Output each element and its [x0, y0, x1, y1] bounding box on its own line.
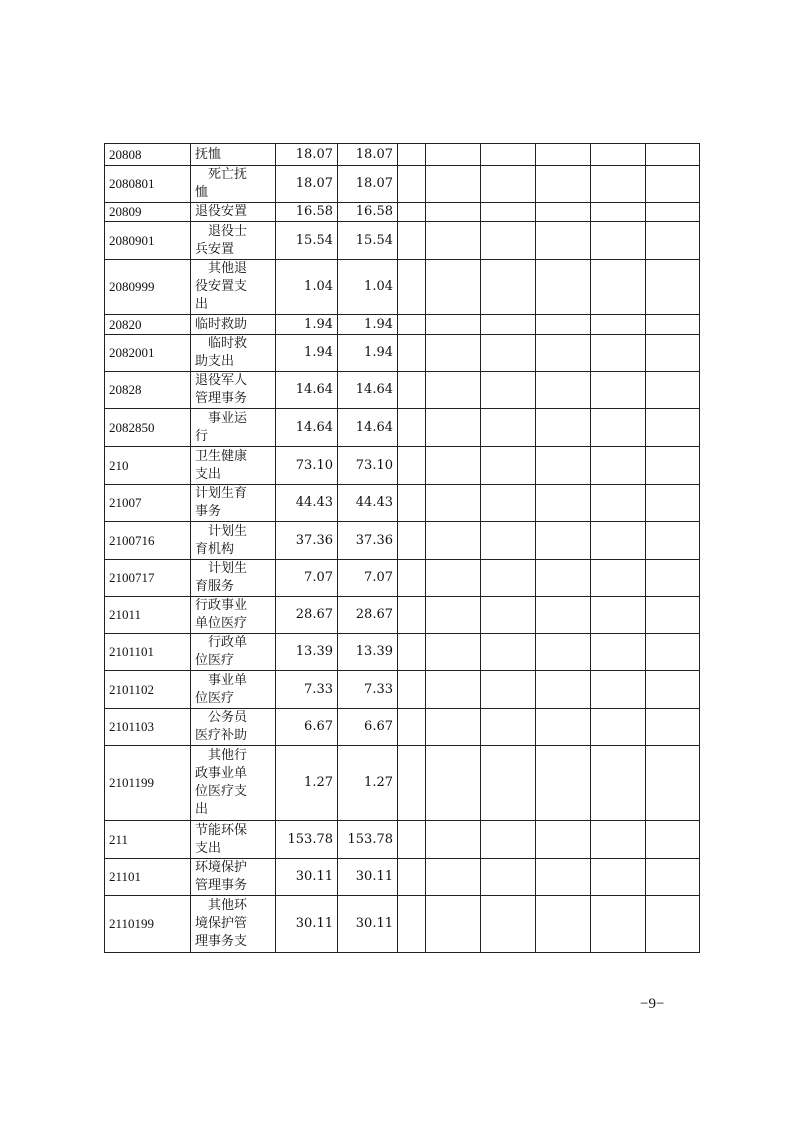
empty-cell — [481, 409, 536, 447]
empty-cell — [591, 522, 646, 560]
empty-cell — [481, 746, 536, 821]
empty-cell — [646, 409, 700, 447]
subject-code: 2080801 — [105, 166, 191, 203]
subject-name-line: 计划生 — [195, 523, 248, 539]
empty-cell — [591, 447, 646, 485]
subject-name-line: 事务 — [195, 504, 222, 519]
table-row — [105, 560, 700, 597]
empty-cell — [398, 821, 426, 859]
empty-cell — [591, 372, 646, 409]
empty-cell — [646, 522, 700, 560]
empty-cell — [398, 447, 426, 485]
empty-cell — [426, 203, 481, 222]
subject-name-line: 其他行 — [195, 748, 248, 763]
empty-cell — [536, 447, 591, 485]
subject-name — [191, 335, 276, 372]
empty-cell — [536, 485, 591, 522]
empty-cell — [481, 203, 536, 222]
basic-amount: 30.11 — [338, 896, 398, 953]
total-amount: 14.64 — [276, 372, 338, 409]
empty-cell — [481, 372, 536, 409]
empty-cell — [591, 709, 646, 746]
empty-cell — [398, 144, 426, 166]
basic-amount: 153.78 — [338, 821, 398, 859]
subject-name — [191, 372, 276, 409]
empty-cell — [646, 144, 700, 166]
subject-name — [191, 671, 276, 709]
subject-code: 210 — [105, 447, 191, 485]
table-row — [105, 166, 700, 203]
total-amount: 44.43 — [276, 485, 338, 522]
table-row — [105, 821, 700, 859]
subject-code: 2101101 — [105, 634, 191, 671]
empty-cell — [646, 372, 700, 409]
subject-code: 20808 — [105, 144, 191, 166]
empty-cell — [481, 315, 536, 335]
empty-cell — [481, 166, 536, 203]
empty-cell — [398, 485, 426, 522]
total-amount: 15.54 — [276, 222, 338, 260]
total-amount: 73.10 — [276, 447, 338, 485]
total-amount: 7.07 — [276, 560, 338, 597]
empty-cell — [536, 372, 591, 409]
subject-code: 2101199 — [105, 746, 191, 821]
total-amount: 1.94 — [276, 315, 338, 335]
total-amount: 13.39 — [276, 634, 338, 671]
subject-name — [191, 447, 276, 485]
basic-amount: 44.43 — [338, 485, 398, 522]
table-row — [105, 335, 700, 372]
table-row — [105, 634, 700, 671]
subject-name — [191, 896, 276, 953]
empty-cell — [426, 409, 481, 447]
subject-name-line: 医疗补助 — [195, 728, 248, 743]
empty-cell — [646, 560, 700, 597]
subject-name-line: 管理事务 — [195, 391, 248, 406]
basic-amount: 13.39 — [338, 634, 398, 671]
empty-cell — [536, 166, 591, 203]
empty-cell — [426, 485, 481, 522]
empty-cell — [481, 522, 536, 560]
empty-cell — [398, 203, 426, 222]
subject-code: 2110199 — [105, 896, 191, 953]
subject-name — [191, 709, 276, 746]
empty-cell — [591, 144, 646, 166]
empty-cell — [426, 144, 481, 166]
empty-cell — [646, 203, 700, 222]
subject-code: 20809 — [105, 203, 191, 222]
subject-name-line: 其他退 — [195, 261, 248, 276]
subject-name-line: 位医疗支 — [195, 784, 248, 799]
table-row — [105, 372, 700, 409]
total-amount: 1.94 — [276, 335, 338, 372]
empty-cell — [481, 560, 536, 597]
empty-cell — [426, 335, 481, 372]
total-amount: 30.11 — [276, 896, 338, 953]
empty-cell — [481, 485, 536, 522]
subject-name-line: 抚恤 — [195, 146, 222, 162]
subject-name-line: 政事业单 — [195, 766, 248, 781]
subject-code: 2100717 — [105, 560, 191, 597]
empty-cell — [398, 746, 426, 821]
empty-cell — [426, 222, 481, 260]
empty-cell — [536, 260, 591, 315]
subject-name-line: 单位医疗 — [195, 616, 248, 631]
empty-cell — [591, 634, 646, 671]
empty-cell — [591, 203, 646, 222]
empty-cell — [646, 335, 700, 372]
empty-cell — [536, 203, 591, 222]
subject-name-line: 理事务支 — [195, 934, 248, 949]
empty-cell — [481, 222, 536, 260]
empty-cell — [591, 560, 646, 597]
subject-code: 20820 — [105, 315, 191, 335]
empty-cell — [398, 166, 426, 203]
empty-cell — [591, 335, 646, 372]
empty-cell — [591, 746, 646, 821]
subject-name-line: 计划生育 — [195, 486, 248, 501]
budget-table — [104, 143, 700, 953]
basic-amount: 30.11 — [338, 859, 398, 896]
empty-cell — [536, 821, 591, 859]
empty-cell — [426, 315, 481, 335]
subject-name-line: 公务员 — [195, 710, 248, 725]
subject-name-line: 兵安置 — [195, 241, 235, 257]
empty-cell — [646, 222, 700, 260]
empty-cell — [646, 709, 700, 746]
total-amount: 7.33 — [276, 671, 338, 709]
subject-name-line: 节能环保 — [195, 822, 248, 838]
subject-name — [191, 203, 276, 222]
empty-cell — [646, 896, 700, 953]
empty-cell — [646, 821, 700, 859]
subject-code: 2101102 — [105, 671, 191, 709]
subject-name-line: 管理事务 — [195, 878, 248, 893]
subject-name — [191, 260, 276, 315]
empty-cell — [398, 372, 426, 409]
subject-name — [191, 560, 276, 597]
subject-name — [191, 522, 276, 560]
empty-cell — [426, 821, 481, 859]
empty-cell — [591, 671, 646, 709]
basic-amount: 14.64 — [338, 372, 398, 409]
empty-cell — [646, 597, 700, 634]
empty-cell — [591, 315, 646, 335]
basic-amount: 7.07 — [338, 560, 398, 597]
table-row — [105, 222, 700, 260]
subject-name-line: 事业单 — [195, 672, 248, 688]
subject-name — [191, 166, 276, 203]
empty-cell — [536, 634, 591, 671]
subject-name-line: 退役安置 — [195, 204, 248, 219]
table-row — [105, 597, 700, 634]
empty-cell — [591, 409, 646, 447]
total-amount: 14.64 — [276, 409, 338, 447]
basic-amount: 16.58 — [338, 203, 398, 222]
subject-name-line: 临时救 — [195, 336, 248, 351]
subject-name — [191, 634, 276, 671]
basic-amount: 7.33 — [338, 671, 398, 709]
empty-cell — [591, 222, 646, 260]
table-row — [105, 522, 700, 560]
subject-name-line: 临时救助 — [195, 316, 248, 332]
table-row — [105, 315, 700, 335]
table-row — [105, 409, 700, 447]
total-amount: 37.36 — [276, 522, 338, 560]
empty-cell — [481, 859, 536, 896]
table-row — [105, 144, 700, 166]
empty-cell — [536, 222, 591, 260]
empty-cell — [398, 335, 426, 372]
total-amount: 18.07 — [276, 144, 338, 166]
empty-cell — [426, 709, 481, 746]
empty-cell — [536, 597, 591, 634]
empty-cell — [426, 746, 481, 821]
basic-amount: 37.36 — [338, 522, 398, 560]
empty-cell — [481, 821, 536, 859]
empty-cell — [536, 409, 591, 447]
empty-cell — [646, 315, 700, 335]
subject-name-line: 恤 — [195, 185, 209, 200]
empty-cell — [426, 260, 481, 315]
empty-cell — [398, 709, 426, 746]
empty-cell — [536, 859, 591, 896]
total-amount: 30.11 — [276, 859, 338, 896]
table-row — [105, 859, 700, 896]
subject-code: 211 — [105, 821, 191, 859]
subject-code: 2080999 — [105, 260, 191, 315]
empty-cell — [481, 709, 536, 746]
subject-name-line: 环境保护 — [195, 860, 248, 875]
subject-name-line: 育服务 — [195, 579, 235, 594]
empty-cell — [646, 260, 700, 315]
empty-cell — [536, 709, 591, 746]
basic-amount: 73.10 — [338, 447, 398, 485]
subject-name-line: 位医疗 — [195, 690, 235, 706]
total-amount: 1.27 — [276, 746, 338, 821]
subject-name-line: 助支出 — [195, 354, 235, 369]
empty-cell — [481, 896, 536, 953]
table-row — [105, 709, 700, 746]
subject-code: 21007 — [105, 485, 191, 522]
subject-code: 21101 — [105, 859, 191, 896]
basic-amount: 1.94 — [338, 315, 398, 335]
empty-cell — [591, 896, 646, 953]
basic-amount: 1.94 — [338, 335, 398, 372]
empty-cell — [426, 166, 481, 203]
subject-name-line: 其他环 — [195, 898, 248, 913]
empty-cell — [536, 746, 591, 821]
basic-amount: 6.67 — [338, 709, 398, 746]
subject-name — [191, 821, 276, 859]
empty-cell — [536, 896, 591, 953]
basic-amount: 28.67 — [338, 597, 398, 634]
empty-cell — [426, 372, 481, 409]
subject-name-line: 位医疗 — [195, 653, 235, 668]
empty-cell — [646, 166, 700, 203]
subject-code: 2082001 — [105, 335, 191, 372]
subject-name-line: 出 — [195, 297, 209, 312]
subject-name-line: 行政单 — [195, 635, 248, 650]
empty-cell — [426, 859, 481, 896]
subject-name-line: 出 — [195, 802, 209, 817]
empty-cell — [536, 335, 591, 372]
table-row — [105, 485, 700, 522]
basic-amount: 14.64 — [338, 409, 398, 447]
empty-cell — [536, 560, 591, 597]
empty-cell — [536, 522, 591, 560]
empty-cell — [481, 634, 536, 671]
empty-cell — [591, 485, 646, 522]
basic-amount: 18.07 — [338, 166, 398, 203]
subject-name — [191, 315, 276, 335]
subject-name-line: 育机构 — [195, 541, 235, 557]
subject-code: 2080901 — [105, 222, 191, 260]
empty-cell — [481, 597, 536, 634]
empty-cell — [398, 597, 426, 634]
empty-cell — [481, 260, 536, 315]
subject-name — [191, 597, 276, 634]
empty-cell — [426, 522, 481, 560]
subject-name — [191, 409, 276, 447]
subject-name-line: 行 — [195, 428, 209, 444]
total-amount: 153.78 — [276, 821, 338, 859]
total-amount: 1.04 — [276, 260, 338, 315]
empty-cell — [426, 634, 481, 671]
subject-name-line: 支出 — [195, 840, 222, 856]
subject-code: 2101103 — [105, 709, 191, 746]
empty-cell — [398, 409, 426, 447]
empty-cell — [426, 896, 481, 953]
empty-cell — [398, 671, 426, 709]
subject-name-line: 退役士 — [195, 223, 248, 239]
empty-cell — [591, 859, 646, 896]
empty-cell — [646, 485, 700, 522]
table-row — [105, 260, 700, 315]
table-row — [105, 203, 700, 222]
subject-code: 2100716 — [105, 522, 191, 560]
empty-cell — [591, 166, 646, 203]
table-row — [105, 896, 700, 953]
empty-cell — [426, 560, 481, 597]
empty-cell — [398, 315, 426, 335]
subject-name-line: 事业运 — [195, 410, 248, 426]
total-amount: 6.67 — [276, 709, 338, 746]
empty-cell — [398, 896, 426, 953]
empty-cell — [646, 447, 700, 485]
table-row — [105, 447, 700, 485]
total-amount: 16.58 — [276, 203, 338, 222]
basic-amount: 18.07 — [338, 144, 398, 166]
subject-name — [191, 746, 276, 821]
empty-cell — [646, 746, 700, 821]
empty-cell — [426, 597, 481, 634]
subject-code: 20828 — [105, 372, 191, 409]
empty-cell — [426, 671, 481, 709]
total-amount: 18.07 — [276, 166, 338, 203]
basic-amount: 1.27 — [338, 746, 398, 821]
table-row — [105, 671, 700, 709]
subject-name-line: 卫生健康 — [195, 448, 248, 464]
empty-cell — [646, 859, 700, 896]
empty-cell — [481, 447, 536, 485]
subject-name-line: 退役军人 — [195, 373, 248, 388]
subject-name-line: 境保护管 — [195, 916, 248, 931]
subject-name-line: 行政事业 — [195, 598, 248, 613]
empty-cell — [536, 144, 591, 166]
table-row — [105, 746, 700, 821]
subject-code: 2082850 — [105, 409, 191, 447]
subject-name — [191, 485, 276, 522]
empty-cell — [398, 222, 426, 260]
empty-cell — [591, 821, 646, 859]
empty-cell — [481, 335, 536, 372]
empty-cell — [398, 260, 426, 315]
subject-name-line: 计划生 — [195, 561, 248, 576]
total-amount: 28.67 — [276, 597, 338, 634]
empty-cell — [591, 597, 646, 634]
subject-name — [191, 859, 276, 896]
empty-cell — [426, 447, 481, 485]
subject-name-line: 死亡抚 — [195, 167, 248, 182]
empty-cell — [398, 522, 426, 560]
basic-amount: 15.54 — [338, 222, 398, 260]
subject-name-line: 支出 — [195, 466, 222, 482]
empty-cell — [536, 315, 591, 335]
empty-cell — [536, 671, 591, 709]
empty-cell — [481, 144, 536, 166]
page-number: −9− — [640, 996, 665, 1012]
subject-name — [191, 222, 276, 260]
empty-cell — [398, 859, 426, 896]
empty-cell — [591, 260, 646, 315]
basic-amount: 1.04 — [338, 260, 398, 315]
subject-code: 21011 — [105, 597, 191, 634]
empty-cell — [646, 671, 700, 709]
empty-cell — [398, 560, 426, 597]
subject-name — [191, 144, 276, 166]
empty-cell — [398, 634, 426, 671]
empty-cell — [646, 634, 700, 671]
subject-name-line: 役安置支 — [195, 279, 248, 294]
empty-cell — [481, 671, 536, 709]
